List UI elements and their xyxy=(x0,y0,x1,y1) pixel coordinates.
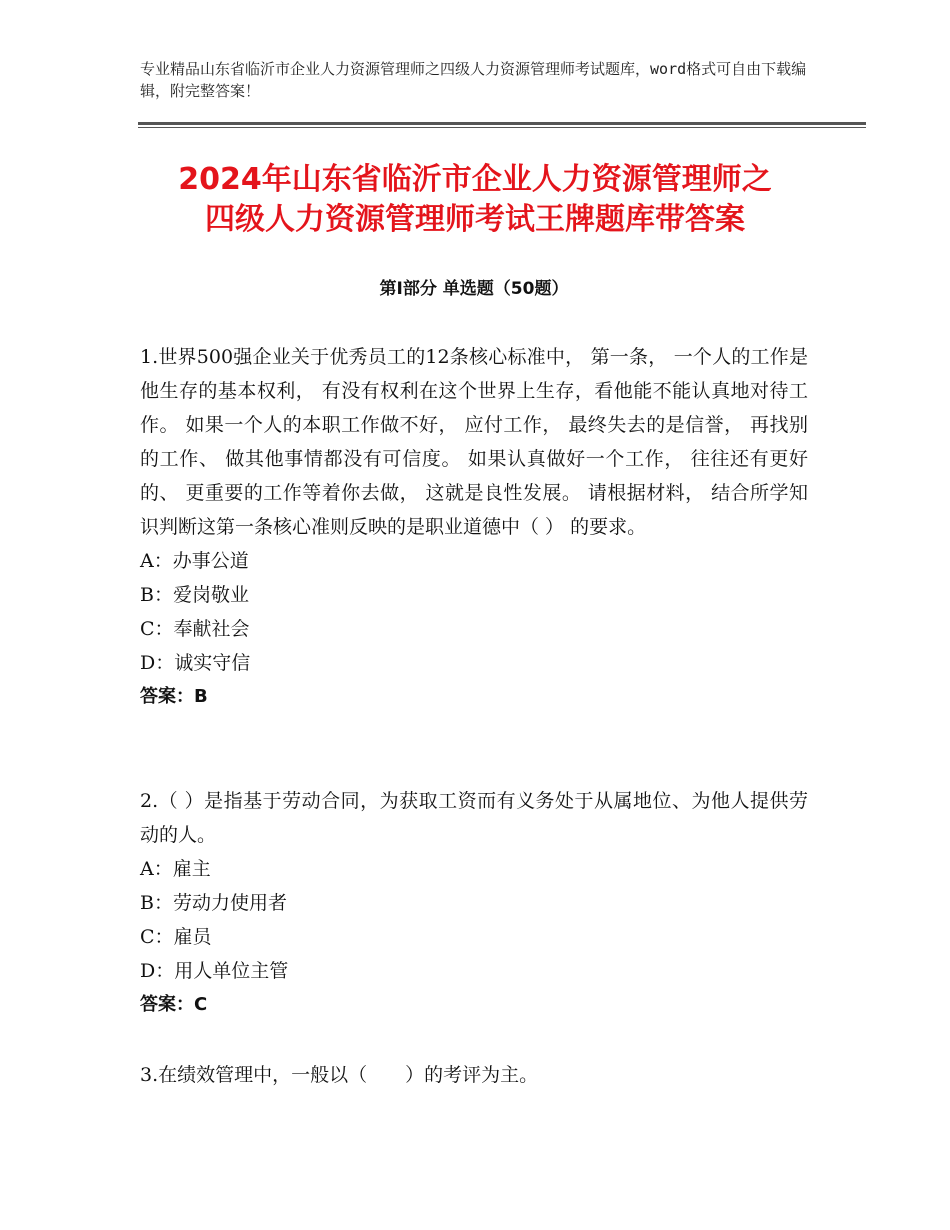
option-a: A：雇主 xyxy=(140,858,211,880)
question-stem: 1.世界500强企业关于优秀员工的12条核心标准中， 第一条， 一个人的工作是他生存的基本权利， 有没有权利在这个世界上生存，看他能不能认真地对待工作。 如果一个人的本职工作做不好， 应付工作， 最终失去的是信誉， 再找别的工作、 做其他事情都没有可信度。 如果认真做好一个工作， 往往还有更好的、 更重要的工作等着你去做， 这就是良性发展。 请根据材料， 结合所学知识判断这第一条核心准则反映的是职业道德中（ ） 的要求。 xyxy=(140,346,808,538)
option-b: B：爱岗敬业 xyxy=(140,584,249,606)
section-title: 第Ⅰ部分 单选题（50题） xyxy=(379,279,569,299)
answer: 答案：B xyxy=(140,686,208,707)
question-3 xyxy=(140,1058,808,1092)
title-line-2: 四级人力资源管理师考试王牌题库带答案 xyxy=(205,202,745,237)
option-c: C：奉献社会 xyxy=(140,618,250,640)
option-a: A：办事公道 xyxy=(140,550,249,572)
answer: 答案：C xyxy=(140,994,208,1015)
header-note: 专业精品山东省临沂市企业人力资源管理师之四级人力资源管理师考试题库，word格式可自由下载编辑，附完整答案！ xyxy=(140,60,807,100)
question-stem: 3.在绩效管理中，一般以（ ）的考评为主。 xyxy=(140,1064,539,1086)
document-title xyxy=(100,160,850,240)
option-d: D：诚实守信 xyxy=(140,652,251,674)
header-divider-thin xyxy=(138,127,866,128)
title-line-1: 2024年山东省临沂市企业人力资源管理师之 xyxy=(178,162,772,197)
question-stem: 2.（ ）是指基于劳动合同，为获取工资而有义务处于从属地位、为他人提供劳动的人。 xyxy=(140,790,808,846)
question-2 xyxy=(140,784,808,1022)
header-divider xyxy=(138,122,866,125)
option-d: D：用人单位主管 xyxy=(140,960,289,982)
option-c: C：雇员 xyxy=(140,926,212,948)
question-1 xyxy=(140,340,808,714)
option-b: B：劳动力使用者 xyxy=(140,892,287,914)
